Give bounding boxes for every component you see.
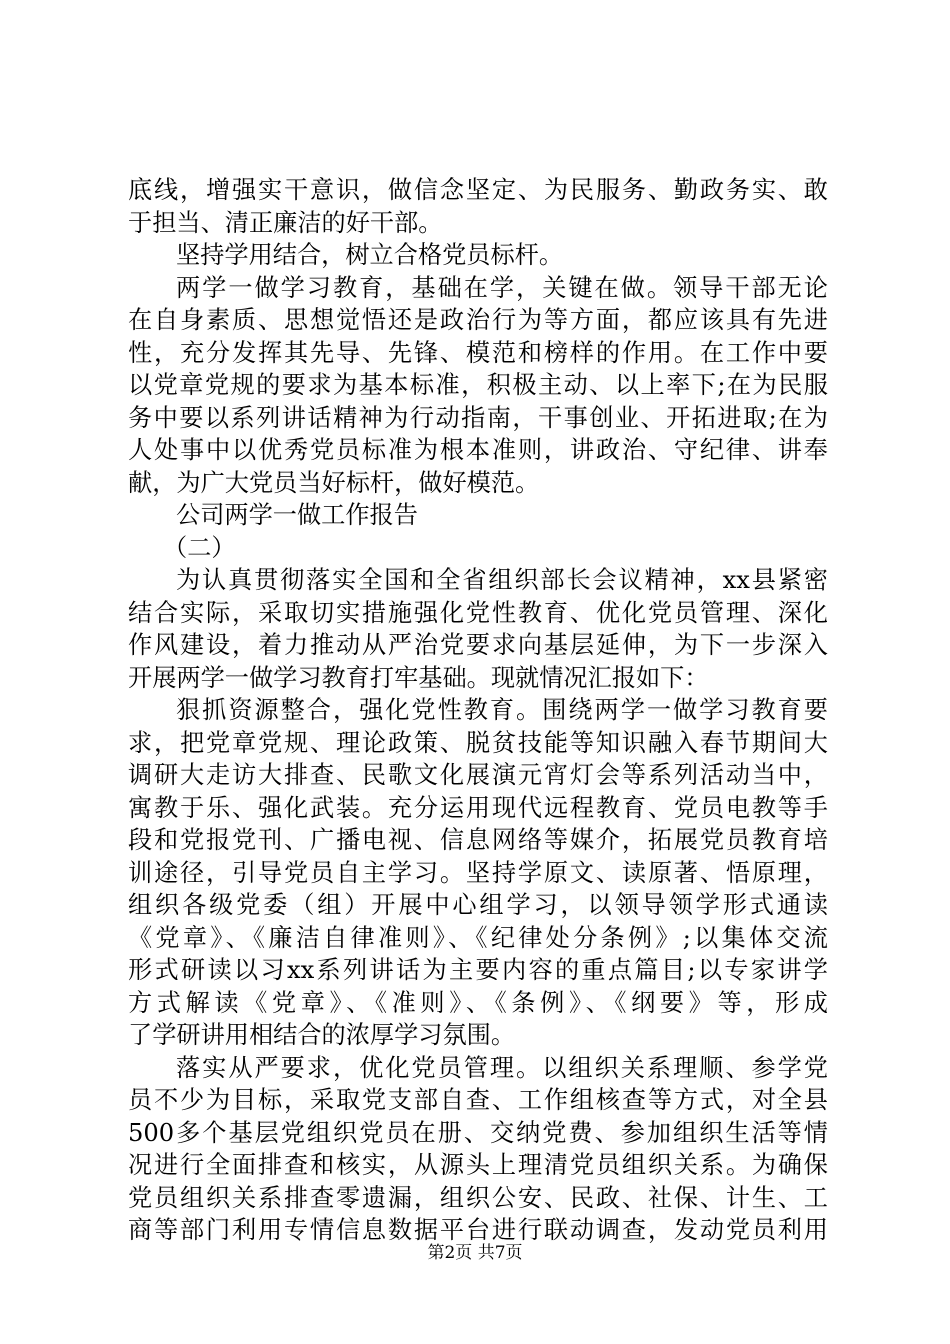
- text-line: 以党章党规的要求为基本标准，积极主动、以上率下;在为民服: [128, 371, 828, 399]
- text-line: 商等部门利用专情信息数据平台进行联动调查，发动党员利用: [128, 1216, 828, 1244]
- text-line: 性，充分发挥其先导、先锋、模范和榜样的作用。在工作中要: [128, 338, 828, 367]
- text-line: 狠抓资源整合，强化党性教育。围绕两学一做学习教育要: [176, 696, 828, 724]
- text-line: 结合实际，采取切实措施强化党性教育、优化党员管理、深化: [128, 598, 828, 627]
- paragraph: [128, 499, 828, 532]
- text-line: 作风建设，着力推动从严治党要求向基层延伸，为下一步深入: [128, 631, 828, 659]
- text-line: 组织各级党委（组）开展中心组学习，以领导领学形式通读: [128, 891, 828, 919]
- text-line: 在自身素质、思想觉悟还是政治行为等方面，都应该具有先进: [128, 306, 828, 334]
- paragraph: [128, 239, 828, 272]
- paragraph: [128, 532, 828, 565]
- text-line: 调研大走访大排查、民歌文化展演元宵灯会等系列活动当中，: [128, 761, 828, 789]
- text-line: 坚持学用结合，树立合格党员标杆。: [176, 241, 564, 269]
- text-line: 了学研讲用相结合的浓厚学习氛围。: [128, 1021, 516, 1049]
- text-line: 500多个基层党组织党员在册、交纳党费、参加组织生活等情: [128, 1118, 828, 1147]
- text-line: 为认真贯彻落实全国和全省组织部长会议精神，xx县紧密: [176, 566, 828, 594]
- text-line: 求，把党章党规、理论政策、脱贫技能等知识融入春节期间大: [128, 728, 828, 757]
- text-line: 落实从严要求，优化党员管理。以组织关系理顺、参学党: [176, 1053, 828, 1082]
- text-line: 寓教于乐、强化武装。充分运用现代远程教育、党员电教等手: [128, 793, 828, 822]
- page-footer: 第2页 共7页: [427, 1243, 523, 1263]
- paragraph: [128, 694, 828, 1052]
- text-line: 段和党报党刊、广播电视、信息网络等媒介，拓展党员教育培: [128, 826, 828, 854]
- text-line: 员不少为目标，采取党支部自查、工作组核查等方式，对全县: [128, 1086, 828, 1114]
- text-line: 人处事中以优秀党员标准为根本准则，讲政治、守纪律、讲奉: [128, 436, 828, 464]
- text-line: 开展两学一做学习教育打牢基础。现就情况汇报如下：: [128, 663, 709, 692]
- text-line: 党员组织关系排查零遗漏，组织公安、民政、社保、计生、工: [128, 1183, 828, 1212]
- paragraph: [128, 174, 828, 239]
- text-line: 训途径，引导党员自主学习。坚持学原文、读原著、悟原理，: [128, 858, 828, 887]
- text-line: 《党章》、《廉洁自律准则》、《纪律处分条例》;以集体交流: [128, 923, 828, 952]
- paragraph: [128, 272, 828, 500]
- text-line: 于担当、清正廉洁的好干部。: [128, 208, 443, 237]
- text-line: 务中要以系列讲话精神为行动指南，干事创业、开拓进取;在为: [128, 403, 828, 432]
- text-line: （二）: [163, 533, 236, 562]
- paragraph: [128, 1052, 828, 1247]
- text-line: 公司两学一做工作报告: [176, 501, 418, 529]
- text-line: 况进行全面排查和核实，从源头上理清党员组织关系。为确保: [128, 1151, 828, 1179]
- document-body: [128, 174, 828, 1247]
- text-line: 底线，增强实干意识，做信念坚定、为民服务、勤政务实、敢: [128, 176, 828, 204]
- paragraph: [128, 564, 828, 694]
- text-line: 两学一做学习教育，基础在学，关键在做。领导干部无论: [176, 273, 828, 302]
- text-line: 献，为广大党员当好标杆，做好模范。: [128, 468, 540, 497]
- text-line: 方式解读《党章》、《准则》、《条例》、《纲要》等，形成: [128, 988, 828, 1017]
- text-line: 形式研读以习xx系列讲话为主要内容的重点篇目;以专家讲学: [128, 956, 828, 984]
